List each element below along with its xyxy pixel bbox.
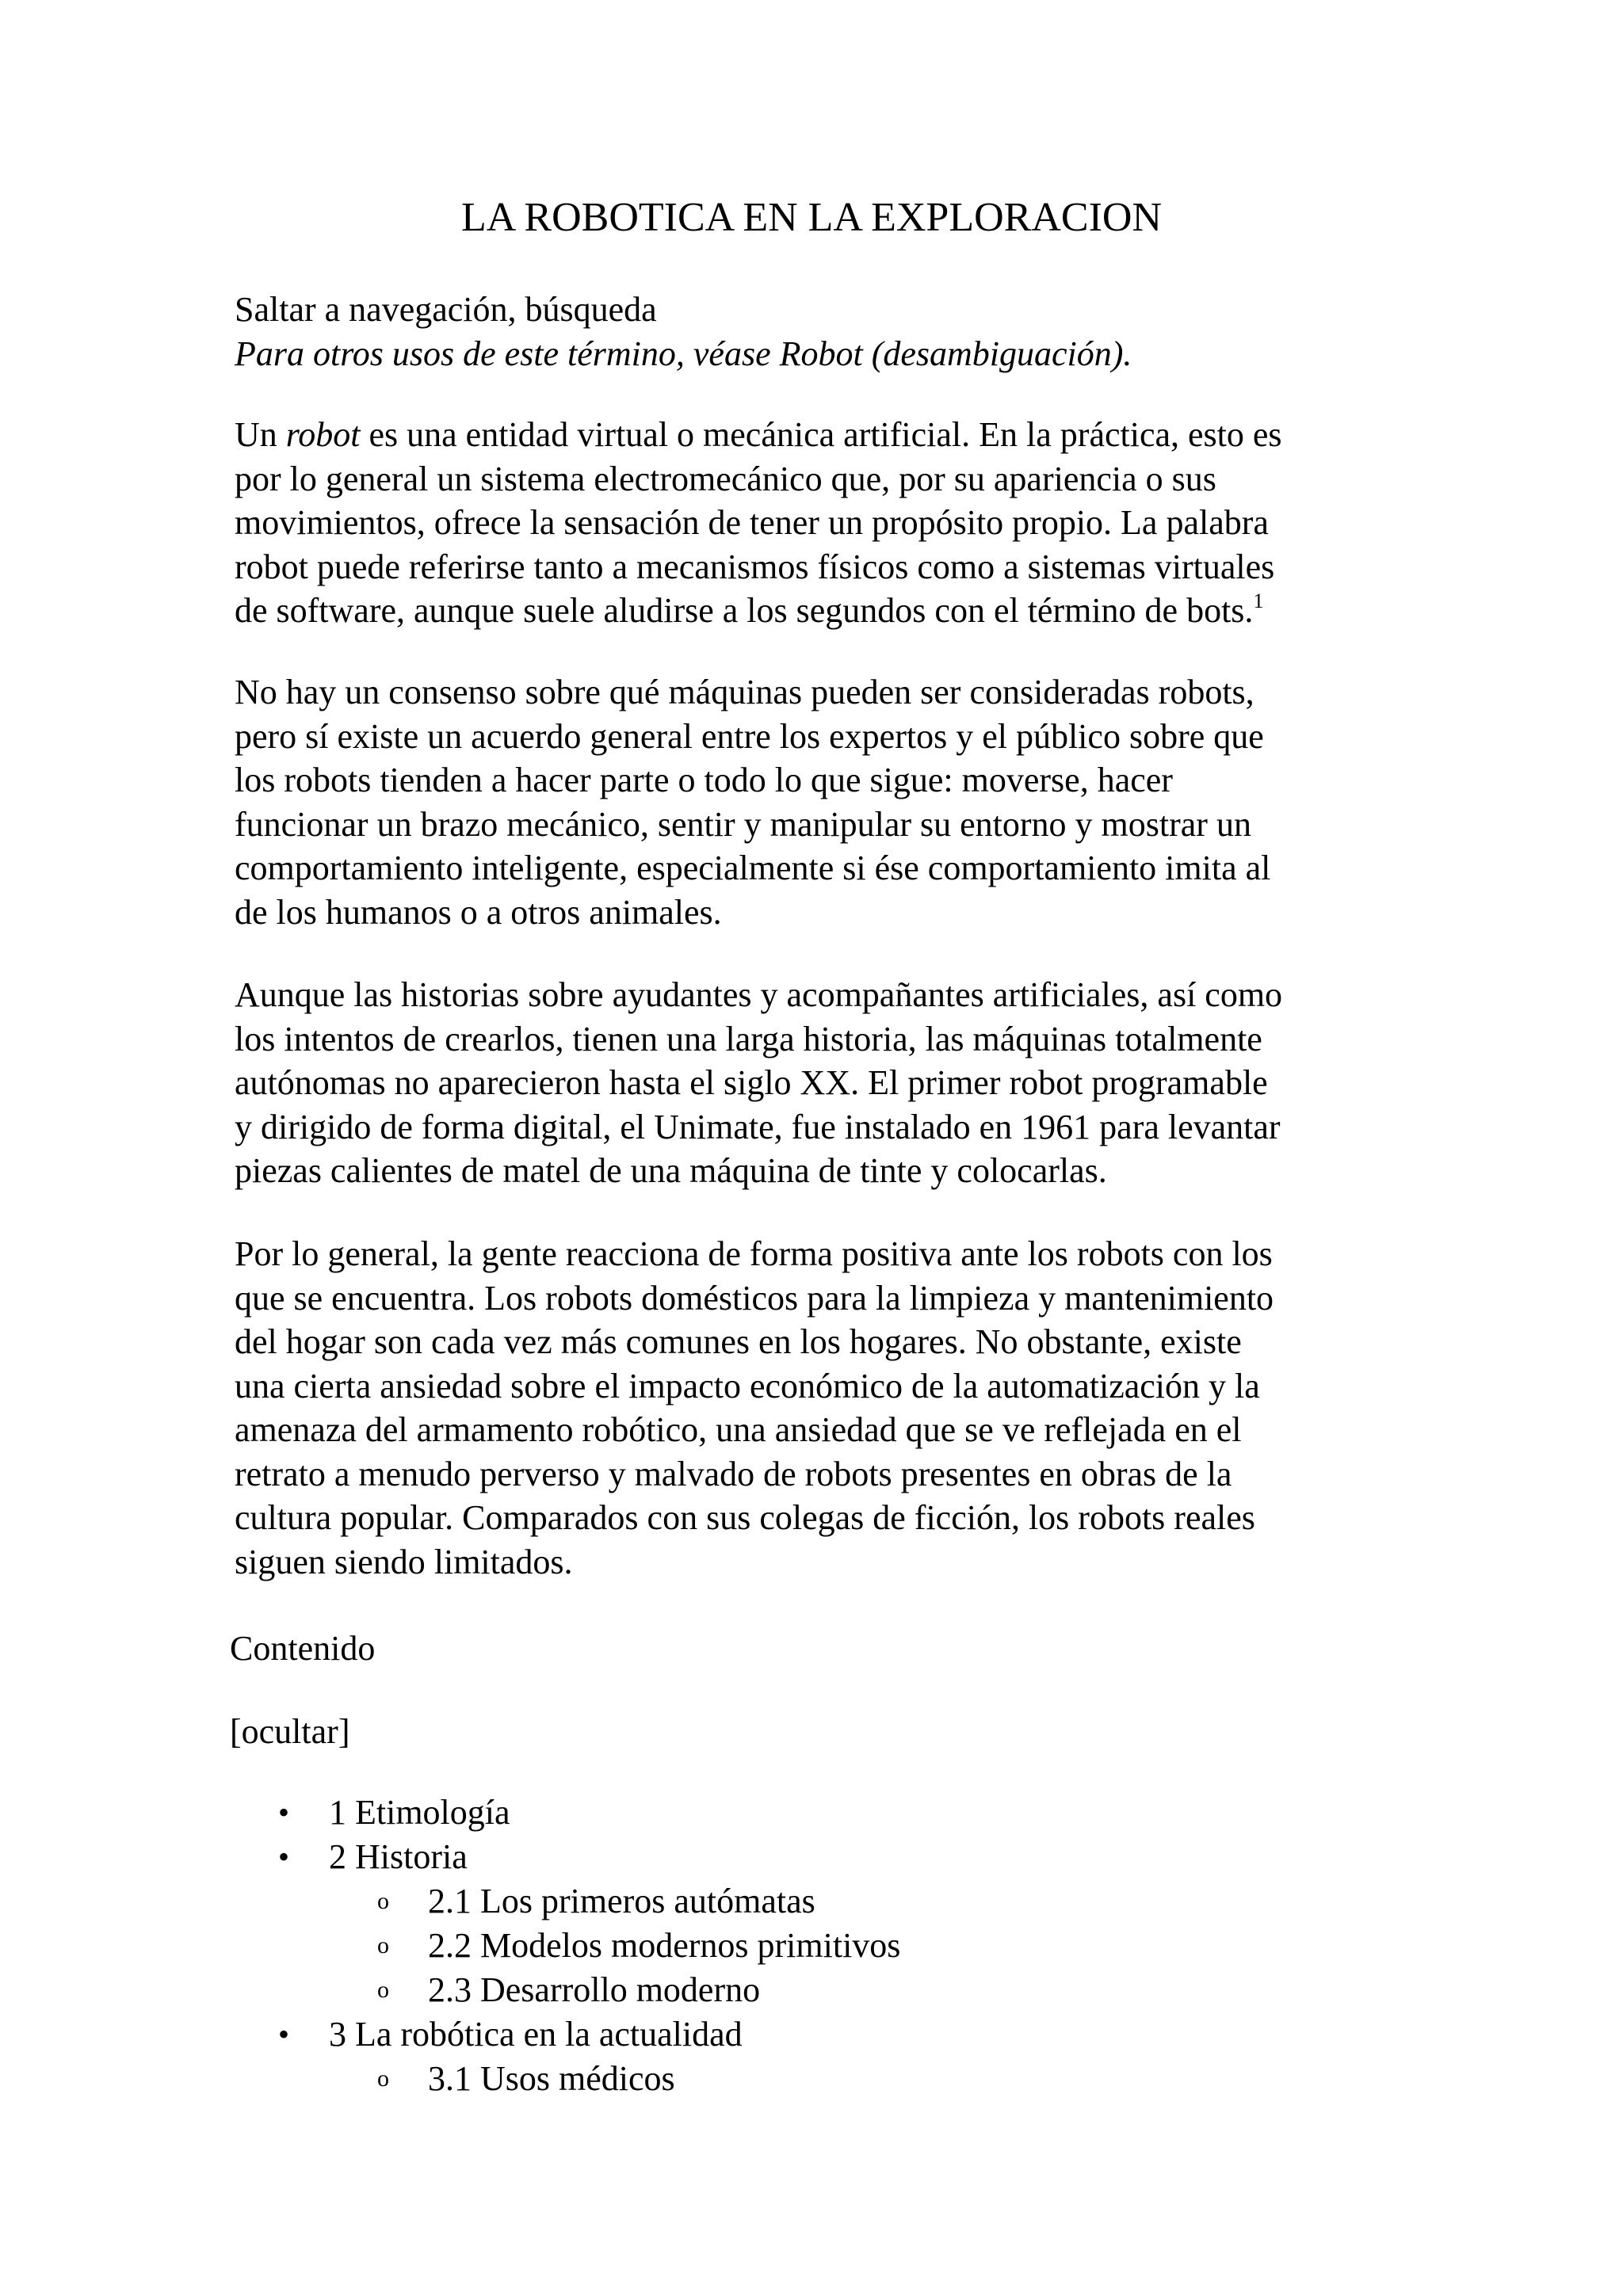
paragraph-line: retrato a menudo perverso y malvado de robots presentes en obras de la: [235, 1454, 1232, 1493]
disambiguation-note: Para otros usos de este término, véase Robot (desambiguación).: [235, 334, 1132, 373]
circle-bullet-icon: o: [377, 1888, 389, 1914]
paragraph-line: los robots tienden a hacer parte o todo lo que sigue: moverse, hacer: [235, 761, 1173, 799]
paragraph-line: amenaza del armamento robótico, una ansiedad que se ve reflejada en el: [235, 1410, 1242, 1449]
bullet-icon: •: [278, 1794, 290, 1830]
toc-item[interactable]: [0, 2012, 1623, 2057]
toc-item-label[interactable]: 2.3 Desarrollo moderno: [428, 1970, 761, 2009]
paragraph-line: robot puede referirse tanto a mecanismos físicos como a sistemas virtuales: [235, 547, 1275, 586]
paragraph-line: pero sí existe un acuerdo general entre los expertos y el público sobre que: [235, 716, 1264, 756]
toc-heading: Contenido: [230, 1629, 376, 1668]
nav-line: Saltar a navegación, búsqueda: [235, 290, 657, 329]
paragraph-line: por lo general un sistema electromecánico que, por su apariencia o sus: [235, 459, 1216, 498]
paragraph-line: y dirigido de forma digital, el Unimate, fue instalado en 1961 para levantar: [235, 1107, 1281, 1146]
robot-term: robot: [285, 415, 361, 454]
toc-item-label[interactable]: 2.1 Los primeros autómatas: [428, 1882, 815, 1920]
paragraph-line: del hogar son cada vez más comunes en los hogares. No obstante, existe: [235, 1322, 1242, 1361]
toc-item-label[interactable]: 2.2 Modelos modernos primitivos: [428, 1926, 901, 1965]
paragraph-1: [235, 413, 1407, 633]
circle-bullet-icon: o: [377, 1977, 389, 2003]
paragraph-line: los intentos de crearlos, tienen una larga historia, las máquinas totalmente: [235, 1019, 1262, 1058]
paragraph-line: piezas calientes de matel de una máquina de tinte y colocarlas.: [235, 1151, 1107, 1190]
paragraph-line: Por lo general, la gente reacciona de forma positiva ante los robots con los: [235, 1234, 1273, 1273]
text-run: es una entidad virtual o mecánica artificial. En la práctica, esto es: [360, 415, 1282, 454]
toc-subitem[interactable]: [0, 1879, 1623, 1924]
paragraph-line: de los humanos o a otros animales.: [235, 892, 722, 932]
toc-list: [0, 1791, 1623, 2101]
document-title: LA ROBOTICA EN LA EXPLORACION: [460, 195, 1163, 240]
footnote-marker[interactable]: 1: [1253, 589, 1264, 612]
paragraph-line: [235, 589, 1407, 633]
paragraph-line: comportamiento inteligente, especialmente si ése comportamiento imita al: [235, 849, 1271, 887]
paragraph-line: autónomas no aparecieron hasta el siglo XX. El primer robot programable: [235, 1063, 1268, 1102]
paragraph-line: una cierta ansiedad sobre el impacto económico de la automatización y la: [235, 1366, 1260, 1405]
toc-toggle[interactable]: [ocultar]: [230, 1712, 350, 1751]
bullet-icon: •: [278, 1839, 290, 1875]
paragraph-line: funcionar un brazo mecánico, sentir y manipular su entorno y mostrar un: [235, 804, 1251, 844]
text-run: Un: [235, 415, 286, 454]
intro-block: [235, 288, 1407, 376]
toc-item-label[interactable]: 2 Historia: [329, 1837, 468, 1876]
toc-item[interactable]: [0, 1835, 1623, 1879]
text-run: de software, aunque suele aludirse a los segundos con el término de bots.: [235, 591, 1254, 630]
toc-subitem[interactable]: [0, 2057, 1623, 2101]
paragraph-line: Aunque las historias sobre ayudantes y acompañantes artificiales, así como: [235, 975, 1283, 1014]
toc-item-label[interactable]: 3 La robótica en la actualidad: [329, 2015, 743, 2054]
toc-subitem[interactable]: [0, 1924, 1623, 1968]
toc-item-label[interactable]: 3.1 Usos médicos: [428, 2059, 675, 2098]
circle-bullet-icon: o: [377, 1932, 389, 1958]
bullet-icon: •: [278, 2016, 290, 2052]
paragraph-2: [235, 670, 1407, 934]
toc-item[interactable]: [0, 1791, 1623, 1835]
paragraph-3: [235, 973, 1407, 1193]
paragraph-line: cultura popular. Comparados con sus colegas de ficción, los robots reales: [235, 1498, 1255, 1537]
paragraph-4: [235, 1232, 1407, 1584]
circle-bullet-icon: o: [377, 2065, 389, 2092]
paragraph-line: No hay un consenso sobre qué máquinas pueden ser consideradas robots,: [235, 673, 1254, 711]
toc-subitem[interactable]: [0, 1968, 1623, 2012]
paragraph-line: siguen siendo limitados.: [235, 1542, 573, 1581]
paragraph-line: [235, 413, 1407, 457]
toc-item-label[interactable]: 1 Etimología: [329, 1793, 510, 1832]
paragraph-line: que se encuentra. Los robots domésticos para la limpieza y mantenimiento: [235, 1278, 1274, 1318]
paragraph-line: movimientos, ofrece la sensación de tener un propósito propio. La palabra: [235, 503, 1269, 542]
